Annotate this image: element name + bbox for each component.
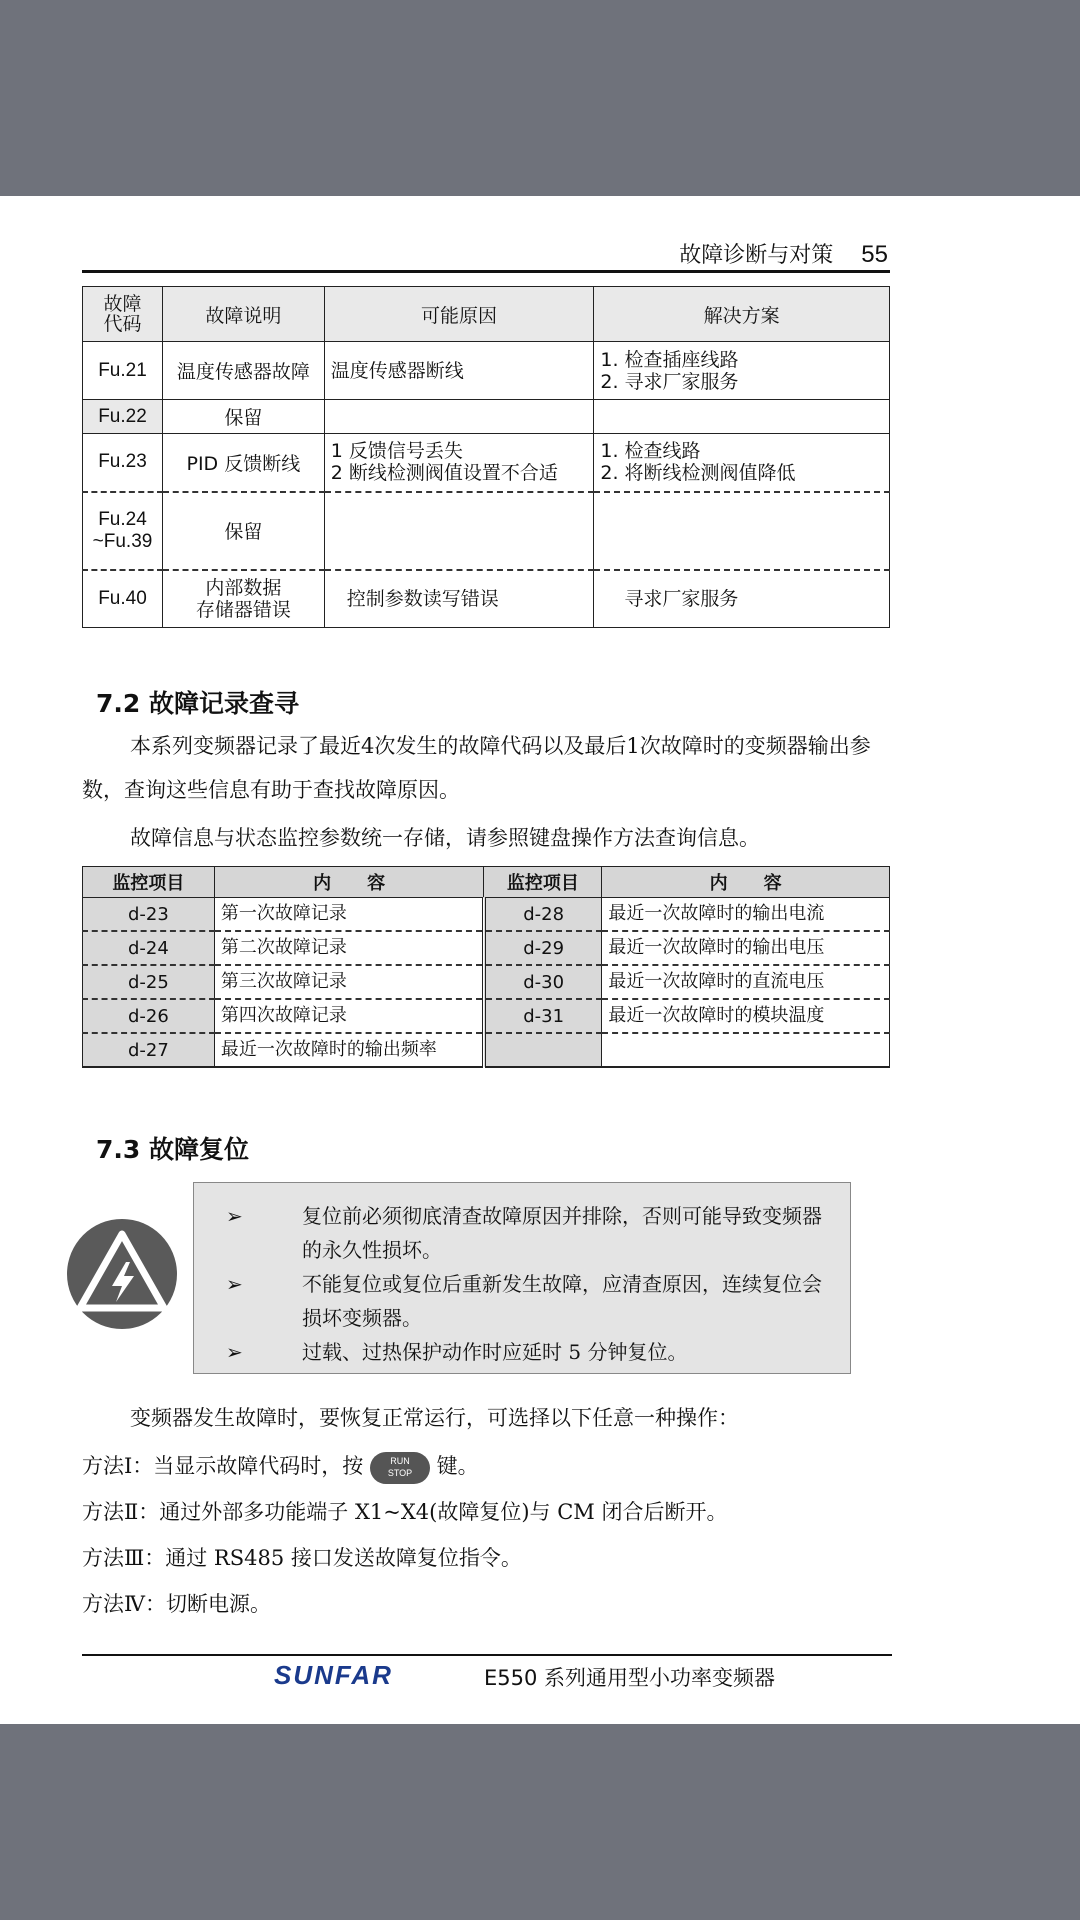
fault-solution: 1. 检查插座线路 2. 寻求厂家服务 bbox=[594, 342, 890, 400]
method-3: 方法Ⅲ：通过 RS485 接口发送故障复位指令。 bbox=[82, 1546, 522, 1570]
warning-text: 复位前必须彻底清查故障原因并排除，否则可能导致变频器的永久性损坏。 bbox=[302, 1204, 822, 1262]
monitor-content: 第二次故障记录 bbox=[214, 931, 484, 965]
table-row bbox=[83, 931, 890, 965]
header-cell: 故障 代码 bbox=[83, 287, 163, 342]
monitor-content: 最近一次故障时的输出电流 bbox=[602, 898, 890, 932]
header-cell: 解决方案 bbox=[594, 287, 890, 342]
table-row bbox=[83, 999, 890, 1033]
method-4: 方法Ⅳ：切断电源。 bbox=[82, 1592, 271, 1616]
fault-solution bbox=[594, 492, 890, 570]
monitor-content: 最近一次故障时的输出电压 bbox=[602, 931, 890, 965]
section-title-7-2: 7.2 故障记录查寻 bbox=[96, 689, 299, 718]
table-header-row bbox=[83, 867, 890, 898]
monitor-item: d-24 bbox=[83, 931, 215, 965]
header-cell: 内 容 bbox=[214, 867, 484, 898]
table-row bbox=[83, 342, 890, 400]
brand-logo: SUNFAR bbox=[274, 1660, 393, 1690]
warning-text: 不能复位或复位后重新发生故障，应清查原因，连续复位会损坏变频器。 bbox=[302, 1272, 822, 1330]
fault-cause: 温度传感器断线 bbox=[324, 342, 594, 400]
arrow-icon: ➢ bbox=[226, 1204, 243, 1228]
monitor-content: 第三次故障记录 bbox=[214, 965, 484, 999]
monitor-item: d-26 bbox=[83, 999, 215, 1033]
monitor-item: d-28 bbox=[484, 898, 602, 932]
warning-box bbox=[193, 1182, 851, 1374]
table-row bbox=[83, 570, 890, 628]
fault-desc: 保留 bbox=[162, 492, 324, 570]
footer-rule bbox=[82, 1654, 892, 1656]
fault-cause: 控制参数读写错误 bbox=[324, 570, 594, 628]
method-1-suffix: 键。 bbox=[436, 1454, 479, 1478]
paragraph: 本系列变频器记录了最近4次发生的故障代码以及最后1次故障时的变频器输出参数，查询这些信息有助于查找故障原因。 bbox=[82, 734, 871, 802]
table-row bbox=[83, 434, 890, 492]
fault-cause: 1 反馈信号丢失 2 断线检测阀值设置不合适 bbox=[324, 434, 594, 492]
fault-desc: 内部数据 存储器错误 bbox=[162, 570, 324, 628]
fault-solution: 1. 检查线路 2. 将断线检测阀值降低 bbox=[594, 434, 890, 492]
header-cell: 监控项目 bbox=[83, 867, 215, 898]
header-cell: 监控项目 bbox=[484, 867, 602, 898]
fault-code: Fu.24 ~Fu.39 bbox=[83, 492, 163, 570]
table-row bbox=[83, 492, 890, 570]
warning-icon bbox=[66, 1218, 178, 1330]
fault-desc: 保留 bbox=[162, 400, 324, 434]
monitor-content: 第一次故障记录 bbox=[214, 898, 484, 932]
fault-desc: PID 反馈断线 bbox=[162, 434, 324, 492]
method-1 bbox=[82, 1444, 892, 1488]
monitor-content: 最近一次故障时的模块温度 bbox=[602, 999, 890, 1033]
arrow-icon: ➢ bbox=[226, 1272, 243, 1296]
monitor-content bbox=[602, 1033, 890, 1067]
fault-cause bbox=[324, 400, 594, 434]
table-row bbox=[83, 898, 890, 932]
fault-code-table bbox=[82, 286, 890, 628]
header-title: 故障诊断与对策 bbox=[679, 243, 834, 268]
fault-code: Fu.22 bbox=[83, 400, 163, 434]
method-2: 方法Ⅱ：通过外部多功能端子 X1~X4(故障复位)与 CM 闭合后断开。 bbox=[82, 1500, 728, 1524]
fault-desc: 温度传感器故障 bbox=[162, 342, 324, 400]
page-header bbox=[679, 238, 888, 269]
monitor-content: 第四次故障记录 bbox=[214, 999, 484, 1033]
monitor-content: 最近一次故障时的直流电压 bbox=[602, 965, 890, 999]
fault-solution: 寻求厂家服务 bbox=[594, 570, 890, 628]
monitor-item: d-30 bbox=[484, 965, 602, 999]
fault-cause bbox=[324, 492, 594, 570]
page-number: 55 bbox=[861, 241, 888, 268]
monitor-item: d-25 bbox=[83, 965, 215, 999]
fault-solution bbox=[594, 400, 890, 434]
method-1-text: 方法Ⅰ：当显示故障代码时，按 bbox=[82, 1454, 364, 1478]
header-rule bbox=[82, 270, 890, 273]
monitor-item: d-23 bbox=[83, 898, 215, 932]
monitor-content: 最近一次故障时的输出频率 bbox=[214, 1033, 484, 1067]
product-model: E550 系列通用型小功率变频器 bbox=[484, 1666, 776, 1690]
paragraph: 故障信息与状态监控参数统一存储，请参照键盘操作方法查询信息。 bbox=[130, 826, 760, 850]
monitor-item: d-27 bbox=[83, 1033, 215, 1067]
monitor-item: d-31 bbox=[484, 999, 602, 1033]
document-page bbox=[0, 196, 1080, 1724]
header-cell: 内 容 bbox=[602, 867, 890, 898]
monitor-item: d-29 bbox=[484, 931, 602, 965]
monitor-item bbox=[484, 1033, 602, 1067]
table-header-row bbox=[83, 287, 890, 342]
header-cell: 可能原因 bbox=[324, 287, 594, 342]
arrow-icon: ➢ bbox=[226, 1340, 243, 1364]
fault-code: Fu.40 bbox=[83, 570, 163, 628]
section-title-7-3: 7.3 故障复位 bbox=[96, 1135, 249, 1164]
warning-text: 过载、过热保护动作时应延时 5 分钟复位。 bbox=[302, 1340, 688, 1364]
monitor-table bbox=[82, 866, 890, 1068]
fault-code: Fu.23 bbox=[83, 434, 163, 492]
header-cell: 故障说明 bbox=[162, 287, 324, 342]
fault-code: Fu.21 bbox=[83, 342, 163, 400]
table-row bbox=[83, 965, 890, 999]
run-stop-key-icon: RUN STOP bbox=[370, 1452, 430, 1484]
table-row bbox=[83, 1033, 890, 1067]
paragraph: 变频器发生故障时，要恢复正常运行，可选择以下任意一种操作： bbox=[130, 1406, 739, 1430]
table-row bbox=[83, 400, 890, 434]
